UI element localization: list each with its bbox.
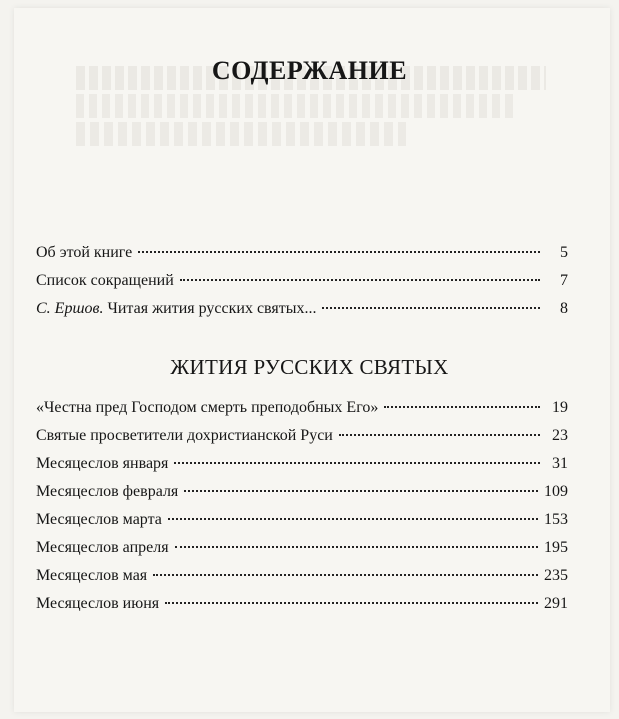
dot-leader xyxy=(175,546,538,548)
toc-entry[interactable] xyxy=(36,455,568,483)
dot-leader xyxy=(165,602,538,604)
toc-entry[interactable] xyxy=(36,272,568,300)
toc-entry-label xyxy=(36,427,333,445)
toc-entry[interactable] xyxy=(36,483,568,511)
dot-leader xyxy=(174,462,540,464)
toc-entry-page-number: 5 xyxy=(560,244,568,261)
section-title: ЖИТИЯ РУССКИХ СВЯТЫХ xyxy=(170,355,449,379)
dot-leader xyxy=(184,490,538,492)
dot-leader xyxy=(384,406,540,408)
toc-entry-label xyxy=(36,511,162,529)
toc-entry-title: Читая жития русских святых... xyxy=(103,300,317,317)
toc-entry-title: Месяцеслов февраля xyxy=(36,483,179,500)
toc-entry-label xyxy=(36,399,378,417)
toc-entry-title: Месяцеслов января xyxy=(36,455,169,472)
toc-entry[interactable] xyxy=(36,567,568,595)
toc-entry-page-number: 195 xyxy=(544,539,568,556)
toc-entry-label xyxy=(36,244,132,262)
dot-leader xyxy=(180,279,540,281)
toc-entry-label xyxy=(36,483,178,501)
toc-entry-title: Об этой книге xyxy=(36,244,133,261)
toc-entry[interactable] xyxy=(36,539,568,567)
toc-entry-title: Месяцеслов мая xyxy=(36,567,148,584)
toc-entry-title: Месяцеслов июня xyxy=(36,595,160,612)
dot-leader xyxy=(339,434,540,436)
toc-entry-title: «Честна пред Господом смерть преподобных Его» xyxy=(36,399,379,416)
toc-entry-page-number: 235 xyxy=(544,567,568,584)
dot-leader xyxy=(153,574,538,576)
toc-entry-page-number: 19 xyxy=(552,399,568,416)
dot-leader xyxy=(168,518,538,520)
toc-entry[interactable] xyxy=(36,427,568,455)
toc-entry-label xyxy=(36,595,159,613)
toc-entry-page-number: 291 xyxy=(544,595,568,612)
toc-entry-title: Месяцеслов марта xyxy=(36,511,162,528)
toc-entry-page-number: 7 xyxy=(560,272,568,289)
page-title: СОДЕРЖАНИЕ xyxy=(211,56,408,85)
toc-entry-label xyxy=(36,455,168,473)
toc-entry-label xyxy=(36,567,147,585)
toc-entry-title: Святые просветители дохристианской Руси xyxy=(36,427,333,444)
toc-entry[interactable] xyxy=(36,595,568,623)
toc-entry-page-number: 153 xyxy=(544,511,568,528)
dot-leader xyxy=(138,251,540,253)
toc-entry-label xyxy=(36,272,174,290)
toc-entry[interactable] xyxy=(36,244,568,272)
toc-entry[interactable] xyxy=(36,399,568,427)
toc-entry-page-number: 31 xyxy=(552,455,568,472)
toc-entry-label xyxy=(36,300,316,318)
toc-entry-page-number: 23 xyxy=(552,427,568,444)
toc-entry-page-number: 8 xyxy=(560,300,568,317)
toc-entry[interactable] xyxy=(36,511,568,539)
toc-entry-page-number: 109 xyxy=(544,483,568,500)
toc-entry-label xyxy=(36,539,169,557)
toc-entry-title: Месяцеслов апреля xyxy=(36,539,169,556)
toc-entry[interactable] xyxy=(36,300,568,328)
dot-leader xyxy=(322,307,540,309)
toc-entry-title: Список сокращений xyxy=(36,272,174,289)
toc-intro-list xyxy=(36,244,568,328)
toc-entry-author: С. Ершов. xyxy=(36,300,104,317)
toc-section-list xyxy=(36,399,568,623)
